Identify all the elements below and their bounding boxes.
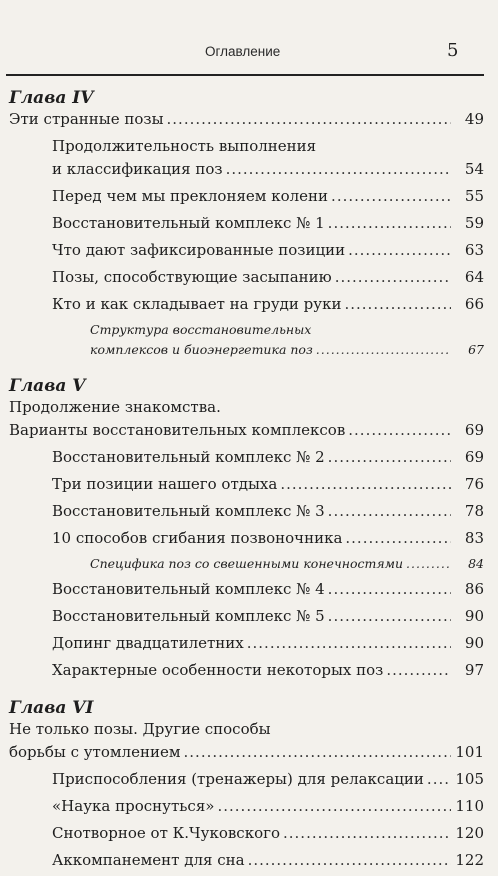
- toc-entry-title: Эти странные позы: [9, 110, 164, 128]
- toc-entry-title: комплексов и биоэнергетика поз: [90, 342, 313, 357]
- leader-dots: [328, 500, 451, 523]
- toc-entry-page: 54: [464, 160, 484, 178]
- toc-entry-page: 66: [464, 295, 484, 313]
- toc-entry-line[interactable]: [0, 741, 498, 764]
- leader-dots: [328, 578, 451, 601]
- toc-entry-title: Снотворное от К.Чуковского: [52, 824, 280, 842]
- toc-entry-line[interactable]: [0, 822, 498, 845]
- leader-dots: [248, 849, 451, 872]
- leader-dots: [427, 768, 451, 791]
- leader-dots: [184, 741, 451, 764]
- toc-entry-line[interactable]: [0, 158, 498, 181]
- toc-entry-line[interactable]: [0, 135, 498, 158]
- toc-entry-title: Продолжительность выполнения: [52, 137, 317, 155]
- toc-entry-page: 105: [455, 770, 484, 788]
- toc-entry-title: и классификация поз: [52, 160, 223, 178]
- chapter-heading: Глава VI: [9, 698, 94, 718]
- toc-entry-line[interactable]: [0, 632, 498, 655]
- leader-dots: [335, 266, 451, 289]
- page-number: 5: [447, 40, 459, 61]
- leader-dots: [247, 632, 451, 655]
- table-of-contents: [0, 88, 498, 876]
- toc-entry-title: Восстановительный комплекс № 5: [52, 607, 325, 625]
- toc-entry-title: Продолжение знакомства.: [9, 398, 221, 416]
- toc-entry-line[interactable]: [0, 108, 498, 131]
- toc-entry-line[interactable]: [0, 605, 498, 628]
- header-rule: [6, 74, 484, 76]
- leader-dots: [331, 185, 451, 208]
- toc-entry-page: 59: [464, 214, 484, 232]
- leader-dots: [348, 419, 451, 442]
- chapter-heading: Глава V: [9, 376, 86, 396]
- toc-entry-title: 10 способов сгибания позвоночника: [52, 529, 343, 547]
- toc-entry-line[interactable]: [0, 849, 498, 872]
- leader-dots: [386, 659, 451, 682]
- page-header: [0, 0, 498, 76]
- leader-dots: [328, 446, 451, 469]
- toc-entry-title: Восстановительный комплекс № 3: [52, 502, 325, 520]
- toc-entry-line[interactable]: [0, 419, 498, 442]
- toc-entry-title: Допинг двадцатилетних: [52, 634, 244, 652]
- toc-entry-page: 69: [464, 421, 484, 439]
- toc-entry-title: Аккомпанемент для сна: [52, 851, 245, 869]
- toc-entry-page: 76: [464, 475, 484, 493]
- toc-entry-line[interactable]: [0, 500, 498, 523]
- toc-entry-title: Кто и как складывает на груди руки: [52, 295, 342, 313]
- toc-entry-page: 122: [455, 851, 484, 869]
- toc-entry-page: 86: [464, 580, 484, 598]
- leader-dots: [167, 108, 451, 131]
- toc-entry-line[interactable]: [0, 266, 498, 289]
- toc-entry-page: 55: [464, 187, 484, 205]
- toc-entry-line[interactable]: [0, 473, 498, 496]
- leader-dots: [226, 158, 451, 181]
- toc-entry-page: 120: [455, 824, 484, 842]
- toc-entry-title: Специфика поз со свешенными конечностями: [90, 556, 404, 571]
- leader-dots: [217, 795, 451, 818]
- toc-entry-title: Структура восстановительных: [90, 322, 312, 337]
- toc-entry-title: Перед чем мы преклоняем колени: [52, 187, 329, 205]
- chapter-heading: Глава IV: [9, 88, 94, 108]
- toc-entry-page: 90: [464, 607, 484, 625]
- toc-entry-line[interactable]: [0, 396, 498, 419]
- toc-entry-line[interactable]: [0, 659, 498, 682]
- toc-entry-page: 110: [455, 797, 484, 815]
- toc-entry-title: Не только позы. Другие способы: [9, 720, 271, 738]
- leader-dots: [344, 293, 451, 316]
- toc-entry-title: Восстановительный комплекс № 1: [52, 214, 325, 232]
- toc-entry-page: 101: [455, 743, 484, 761]
- toc-entry-title: Восстановительный комплекс № 4: [52, 580, 325, 598]
- running-title: Оглавление: [205, 44, 281, 59]
- toc-entry-line[interactable]: [0, 293, 498, 316]
- leader-dots: [348, 239, 451, 262]
- toc-entry-title: Приспособления (тренажеры) для релаксации: [52, 770, 424, 788]
- leader-dots: [406, 554, 451, 574]
- toc-entry-line[interactable]: [0, 212, 498, 235]
- toc-entry-title: «Наука проснуться»: [52, 797, 215, 815]
- toc-entry-line[interactable]: [0, 527, 498, 550]
- toc-entry-page: 67: [468, 342, 484, 357]
- toc-entry-title: Восстановительный комплекс № 2: [52, 448, 325, 466]
- leader-dots: [328, 212, 451, 235]
- toc-entry-page: 49: [464, 110, 484, 128]
- toc-entry-line[interactable]: [0, 554, 498, 574]
- toc-entry-page: 83: [464, 529, 484, 547]
- toc-entry-title: Что дают зафиксированные позиции: [52, 241, 346, 259]
- toc-entry-title: Три позиции нашего отдыха: [52, 475, 278, 493]
- toc-entry-title: борьбы с утомлением: [9, 743, 181, 761]
- toc-entry-line[interactable]: [0, 718, 498, 741]
- toc-entry-line[interactable]: [0, 795, 498, 818]
- toc-entry-page: 69: [464, 448, 484, 466]
- leader-dots: [316, 340, 451, 360]
- toc-entry-line[interactable]: [0, 340, 498, 360]
- toc-entry-page: 84: [468, 556, 484, 571]
- toc-entry-line[interactable]: [0, 185, 498, 208]
- toc-entry-line[interactable]: [0, 768, 498, 791]
- toc-entry-page: 90: [464, 634, 484, 652]
- leader-dots: [345, 527, 451, 550]
- toc-entry-title: Варианты восстановительных комплексов: [9, 421, 346, 439]
- leader-dots: [283, 822, 451, 845]
- toc-entry-page: 64: [464, 268, 484, 286]
- toc-entry-page: 97: [464, 661, 484, 679]
- toc-entry-line[interactable]: [0, 239, 498, 262]
- leader-dots: [328, 605, 451, 628]
- leader-dots: [280, 473, 451, 496]
- toc-entry-page: 78: [464, 502, 484, 520]
- toc-entry-line[interactable]: [0, 446, 498, 469]
- toc-entry-line[interactable]: [0, 578, 498, 601]
- toc-entry-title: Характерные особенности некоторых поз: [52, 661, 384, 679]
- toc-entry-page: 63: [464, 241, 484, 259]
- toc-entry-line[interactable]: [0, 320, 498, 340]
- toc-entry-title: Позы, способствующие засыпанию: [52, 268, 332, 286]
